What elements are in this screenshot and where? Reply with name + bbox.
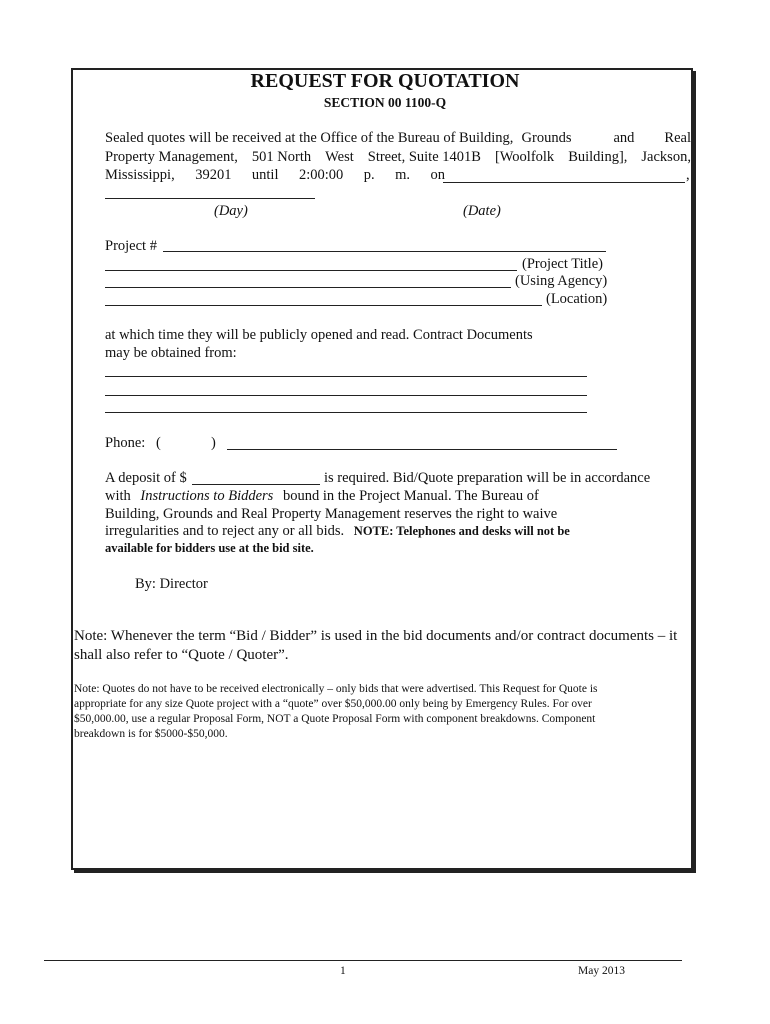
project-title-label: (Project Title) (522, 256, 603, 272)
deposit-line-4: irregularities and to reject any or all bids. NOTE: Telephones and desks will not be (105, 523, 570, 539)
deposit-line-2: with Instructions to Bidders bound in the Project Manual. The Bureau of (105, 488, 539, 504)
page-title: REQUEST FOR QUOTATION (250, 70, 520, 92)
page-number: 1 (340, 965, 346, 977)
deposit-line-5: available for bidders use at the bid site. (105, 541, 314, 555)
using-agency-line[interactable] (105, 287, 511, 288)
quote-note-line-4: breakdown is for $5000-$50,000. (74, 728, 228, 740)
location-line[interactable] (105, 305, 542, 306)
form-border (71, 68, 693, 870)
comma: , (686, 167, 690, 183)
bid-date-line[interactable] (443, 182, 685, 183)
quote-note-line-1: Note: Quotes do not have to be received electronically – only bids that were advertised. This Request for Quote is (74, 683, 598, 695)
phone-number-line[interactable] (227, 449, 617, 450)
documents-source-line-2[interactable] (105, 395, 587, 396)
term-note-line-1: Note: Whenever the term “Bid / Bidder” is used in the bid documents and/or contract documents – it (74, 628, 678, 644)
project-number-label: Project # (105, 238, 157, 254)
deposit-amount-line[interactable] (192, 484, 320, 485)
footer-date: May 2013 (578, 965, 625, 977)
using-agency-label: (Using Agency) (515, 273, 608, 289)
intro-line-2: Property Management, 501 North West Street, Suite 1401B [Woolfolk Building], Jackson, (105, 149, 691, 165)
quote-note-line-3: $50,000.00, use a regular Proposal Form, NOT a Quote Proposal Form with component breakdowns. Component (74, 713, 596, 725)
date-label: (Date) (463, 203, 501, 219)
signature-director: By: Director (135, 576, 208, 592)
phone-close-paren: ) (211, 435, 216, 451)
intro-line-1: Sealed quotes will be received at the Office of the Bureau of Building, Grounds and Real (105, 130, 691, 146)
opening-line-1: at which time they will be publicly opened and read. Contract Documents (105, 327, 533, 343)
section-number: SECTION 00 1100-Q (323, 95, 447, 110)
deposit-line-3: Building, Grounds and Real Property Management reserves the right to waive (105, 506, 558, 522)
documents-source-line-3[interactable] (105, 412, 587, 413)
phone-open-paren: ( (156, 435, 161, 451)
project-number-line[interactable] (163, 251, 606, 252)
documents-source-line-1[interactable] (105, 376, 587, 377)
deposit-prefix: A deposit of $ (105, 470, 187, 486)
project-title-line[interactable] (105, 270, 517, 271)
quote-note-line-2: appropriate for any size Quote project with a “quote” over $50,000.00 only being by Emergency Rules. For over (74, 698, 592, 710)
day-label: (Day) (214, 203, 248, 219)
phone-label: Phone: (105, 435, 146, 451)
opening-line-2: may be obtained from: (105, 345, 237, 361)
deposit-suffix: is required. Bid/Quote preparation will be in accordance (324, 470, 651, 486)
footer-rule (44, 960, 682, 961)
location-label: (Location) (546, 291, 608, 307)
term-note-line-2: shall also refer to “Quote / Quoter”. (74, 647, 289, 663)
bid-day-line[interactable] (105, 198, 315, 199)
intro-line-3: Mississippi, 39201 until 2:00:00 p. m. on (105, 167, 445, 183)
